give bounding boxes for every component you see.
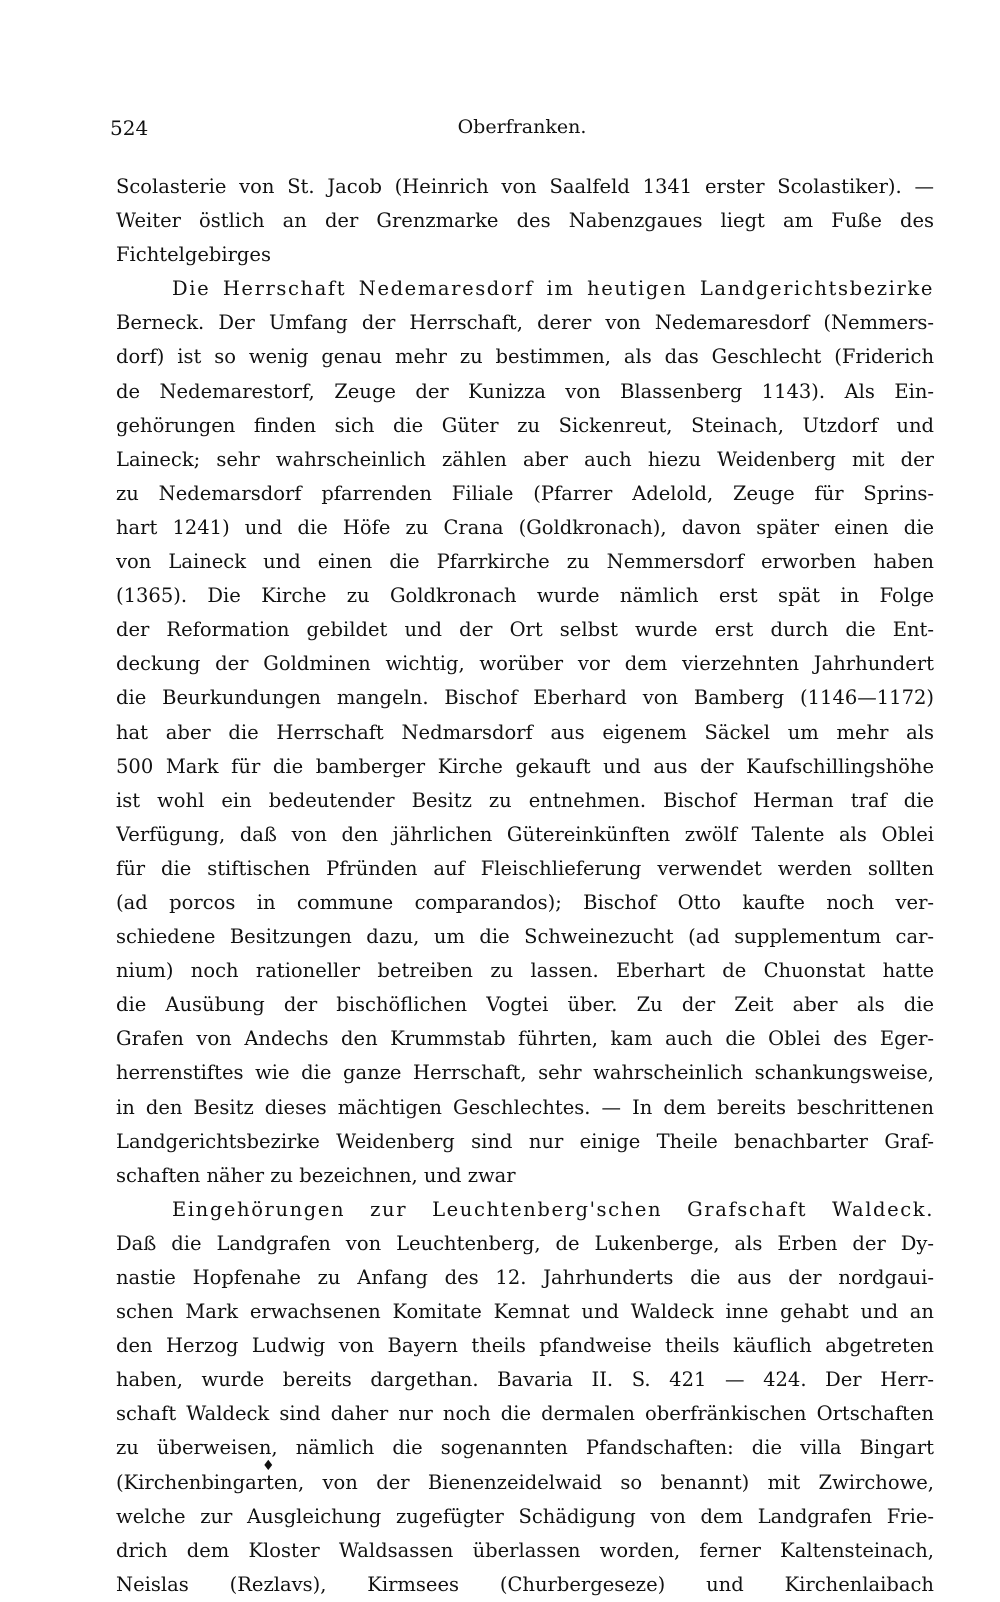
text-line: zu überweisen, nämlich die sogenannten Pfandschaften: die villa Bingart [116, 1436, 934, 1460]
text-line: schaften näher zu bezeichnen, und zwar [116, 1163, 516, 1187]
text-line: Neislas (Rezlavs), Kirmsees (Churbergeseze) und Kirchenlaibach [116, 1572, 934, 1596]
section-heading-line: Eingehörungen zur Leuchtenberg'schen Grafschaft Waldeck. [172, 1197, 934, 1221]
text-line: nium) noch rationeller betreiben zu lassen. Eberhart de Chuonstat hatte [116, 959, 934, 983]
text-line: Berneck. Der Umfang der Herrschaft, derer von Nedemaresdorf (Nemmers- [116, 311, 934, 335]
text-line: Laineck; sehr wahrscheinlich zählen aber auch hiezu Weidenberg mit der [116, 447, 934, 471]
text-line: herrenstiftes wie die ganze Herrschaft, sehr wahrscheinlich schankungsweise, [116, 1061, 934, 1085]
text-line: schiedene Besitzungen dazu, um die Schweinezucht (ad supplementum car- [116, 925, 934, 949]
body-text [116, 170, 934, 1602]
text-line: deckung der Goldminen wichtig, worüber vor dem vierzehnten Jahrhundert [116, 652, 934, 676]
text-line: nastie Hopfenahe zu Anfang des 12. Jahrhunderts die aus der nordgaui- [116, 1266, 934, 1289]
text-line: den Herzog Ludwig von Bayern theils pfandweise theils käuflich abgetreten [116, 1334, 934, 1358]
footnote-mark: ♦ [262, 1458, 275, 1474]
text-line: die Beurkundungen mangeln. Bischof Eberhard von Bamberg (1146—1172) [116, 686, 934, 710]
text-line: gehörungen finden sich die Güter zu Sickenreut, Steinach, Utzdorf und [116, 413, 934, 437]
page-header [110, 116, 934, 146]
text-line: drich dem Kloster Waldsassen überlassen worden, ferner Kaltensteinach, [116, 1538, 934, 1562]
text-line: Verfügung, daß von den jährlichen Gütereinkünften zwölf Talente als Oblei [116, 822, 934, 846]
running-title: Oberfranken. [457, 116, 587, 138]
text-line: welche zur Ausgleichung zugefügter Schädigung von dem Landgrafen Frie- [116, 1504, 934, 1528]
text-line: (Kirchenbingarten, von der Bienenzeidelwaid so benannt) mit Zwirchowe, [116, 1470, 934, 1494]
text-line: dorf) ist so wenig genau mehr zu bestimmen, als das Geschlecht (Friderich [116, 345, 934, 369]
text-line: de Nedemarestorf, Zeuge der Kunizza von Blassenberg 1143). Als Ein- [116, 379, 934, 403]
text-line: haben, wurde bereits dargethan. Bavaria II. S. 421 — 424. Der Herr- [116, 1368, 934, 1392]
text-line: für die stiftischen Pfründen auf Fleischlieferung verwendet werden sollten [116, 856, 934, 880]
text-line: Landgerichtsbezirke Weidenberg sind nur einige Theile benachbarter Graf- [116, 1129, 934, 1153]
text-line: Grafen von Andechs den Krummstab führten, kam auch die Oblei des Eger- [116, 1027, 934, 1051]
text-line: (ad porcos in commune comparandos); Bischof Otto kaufte noch ver- [116, 890, 934, 914]
text-line: schaft Waldeck sind daher nur noch die dermalen oberfränkischen Ortschaften [116, 1402, 934, 1426]
text-line: hart 1241) und die Höfe zu Crana (Goldkronach), davon später einen die [116, 515, 934, 539]
text-line: 500 Mark für die bamberger Kirche gekauft und aus der Kaufschillingshöhe [116, 754, 934, 778]
text-line: Weiter östlich an der Grenzmarke des Nabenzgaues liegt am Fuße des [116, 209, 934, 233]
page-number: 524 [110, 116, 149, 140]
text-line: in den Besitz dieses mächtigen Geschlechtes. — In dem bereits beschrittenen [116, 1095, 934, 1119]
text-line: Fichtelgebirges [116, 243, 271, 267]
text-line: der Reformation gebildet und der Ort selbst wurde erst durch die Ent- [116, 618, 934, 642]
text-line: hat aber die Herrschaft Nedmarsdorf aus eigenem Säckel um mehr als [116, 720, 934, 744]
text-line: von Laineck und einen die Pfarrkirche zu Nemmersdorf erworben haben [116, 550, 934, 574]
text-line: zu Nedemarsdorf pfarrenden Filiale (Pfarrer Adelold, Zeuge für Sprins- [116, 481, 934, 505]
text-line: schen Mark erwachsenen Komitate Kemnat und Waldeck inne gehabt und an [116, 1300, 934, 1324]
text-line: (1365). Die Kirche zu Goldkronach wurde nämlich erst spät in Folge [116, 584, 934, 608]
text-line: ist wohl ein bedeutender Besitz zu entnehmen. Bischof Herman traf die [116, 788, 934, 812]
text-line: die Ausübung der bischöflichen Vogtei über. Zu der Zeit aber als die [116, 993, 934, 1017]
text-line: Scolasterie von St. Jacob (Heinrich von Saalfeld 1341 erster Scolastiker). — [116, 175, 934, 198]
section-heading-line: Die Herrschaft Nedemaresdorf im heutigen Landgerichtsbezirke [172, 277, 934, 301]
text-line: Daß die Landgrafen von Leuchtenberg, de Lukenberge, als Erben der Dy- [116, 1231, 934, 1255]
